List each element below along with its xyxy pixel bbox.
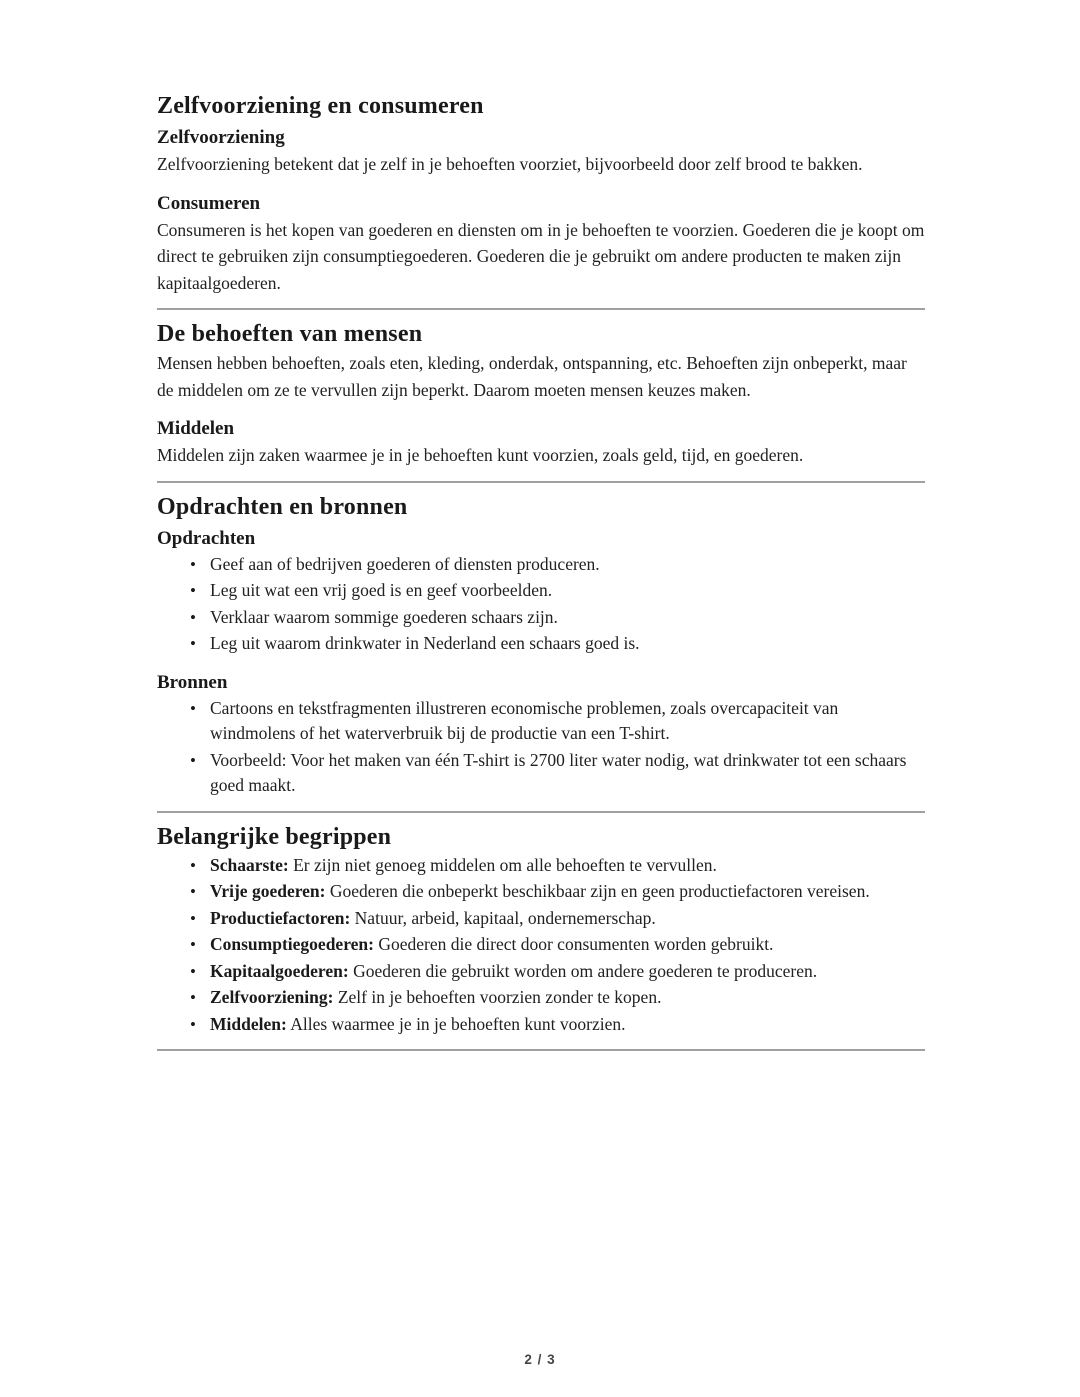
subheading-bronnen: Bronnen — [157, 671, 228, 693]
term-label: Zelfvoorziening: — [210, 987, 334, 1007]
term-definition: Er zijn niet genoeg middelen om alle behoeften te vervullen. — [288, 854, 717, 875]
paragraph-behoeften: Mensen hebben behoeften, zoals eten, kleding, onderdak, ontspanning, etc. Behoeften zijn onbeperkt, maar de middelen om ze te vervullen zijn beperkt. Daarom moeten mensen keuzes maken. — [157, 353, 907, 400]
page-number: 2 / 3 — [524, 1352, 556, 1367]
term-definition: Goederen die gebruikt worden om andere goederen te produceren. — [348, 960, 818, 981]
section-zelfvoorziening-en-consumeren — [157, 92, 925, 296]
list-item: • Verklaar waarom sommige goederen schaars zijn. — [210, 605, 925, 631]
term-label: Consumptiegoederen: — [210, 934, 374, 954]
subheading-zelfvoorziening: Zelfvoorziening — [157, 127, 285, 148]
opdrachten-list — [157, 552, 925, 657]
paragraph-middelen: Middelen zijn zaken waarmee je in je behoeften kunt voorzien, zoals geld, tijd, en goederen. — [157, 445, 804, 465]
list-item — [210, 1012, 925, 1038]
section-title: Belangrijke begrippen — [157, 823, 392, 850]
term-definition: Alles waarmee je in je behoeften kunt voorzien. — [286, 1013, 626, 1034]
list-item: • Leg uit waarom drinkwater in Nederland een schaars goed is. — [210, 631, 925, 657]
list-item: • Cartoons en tekstfragmenten illustreren economische problemen, zoals overcapaciteit van windmolens of het waterverbruik bij de productie van een T-shirt. — [210, 696, 925, 747]
term-label: Kapitaalgoederen: — [210, 960, 349, 981]
section-title: Zelfvoorziening en consumeren — [157, 93, 484, 119]
term-label: Vrije goederen: — [210, 881, 326, 901]
term-label: Productiefactoren: — [210, 907, 351, 928]
section-behoeften-van-mensen — [157, 320, 925, 469]
term-definition: Natuur, arbeid, kapitaal, ondernemerschap. — [350, 907, 656, 928]
section-opdrachten-en-bronnen — [157, 493, 925, 799]
term-label: Middelen: — [210, 1013, 287, 1034]
list-item: • Voorbeeld: Voor het maken van één T-shirt is 2700 liter water nodig, wat drinkwater tot een schaars goed maakt. — [210, 748, 925, 799]
section-divider — [157, 481, 925, 483]
list-item — [210, 932, 925, 958]
term-label: Schaarste: — [210, 854, 289, 875]
list-item — [210, 985, 925, 1011]
subheading-opdrachten: Opdrachten — [157, 527, 256, 549]
section-title: De behoeften van mensen — [157, 321, 423, 347]
subheading-consumeren: Consumeren — [157, 192, 261, 214]
list-item: • Geef aan of bedrijven goederen of diensten produceren. — [210, 552, 925, 578]
paragraph-zelfvoorziening: Zelfvoorziening betekent dat je zelf in je behoeften voorziet, bijvoorbeeld door zelf brood te bakken. — [157, 154, 863, 174]
section-divider — [157, 308, 925, 310]
begrippen-list — [157, 853, 925, 1038]
list-item — [210, 879, 925, 905]
term-definition: Goederen die onbeperkt beschikbaar zijn en geen productiefactoren vereisen. — [325, 881, 870, 901]
list-item — [210, 853, 925, 879]
section-belangrijke-begrippen — [157, 823, 925, 1038]
bronnen-list — [157, 696, 925, 799]
subheading-middelen: Middelen — [157, 418, 235, 439]
term-definition: Goederen die direct door consumenten worden gebruikt. — [373, 934, 774, 954]
section-divider — [157, 1049, 925, 1051]
section-divider — [157, 811, 925, 813]
list-item — [210, 959, 925, 985]
list-item: • Leg uit wat een vrij goed is en geef voorbeelden. — [210, 578, 925, 604]
term-definition: Zelf in je behoeften voorzien zonder te kopen. — [333, 987, 662, 1007]
paragraph-consumeren: Consumeren is het kopen van goederen en diensten om in je behoeften te voorzien. Goederen die je koopt om direct te gebruiken zijn consumptiegoederen. Goederen die je gebruikt om andere producten te maken zijn kapitaalgoederen. — [157, 219, 925, 293]
section-title: Opdrachten en bronnen — [157, 493, 408, 520]
list-item — [210, 906, 925, 932]
page-content — [157, 92, 925, 1051]
